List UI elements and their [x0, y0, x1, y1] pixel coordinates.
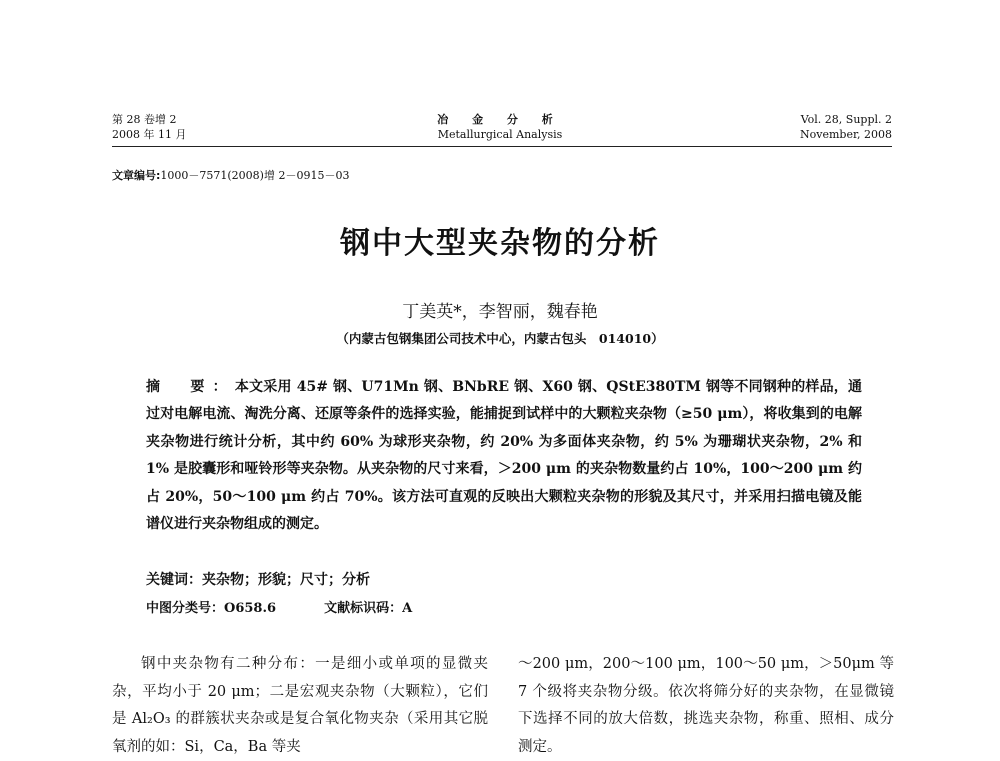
- doc-code-value: A: [402, 601, 413, 616]
- volume-issue-en: Vol. 28, Suppl. 2: [800, 113, 892, 126]
- affiliation: （内蒙古包钢集团公司技术中心，内蒙古包头 014010）: [336, 331, 664, 346]
- journal-name-en: Metallurgical Analysis: [437, 128, 563, 141]
- keywords: [146, 569, 370, 589]
- paper-title: 钢中大型夹杂物的分析: [340, 226, 660, 261]
- publication-date-en: November, 2008: [800, 128, 892, 141]
- body-column-right: [518, 651, 894, 761]
- journal-name-cn: 冶 金 分 析: [437, 113, 563, 126]
- abstract-label: 摘 要：: [146, 379, 235, 395]
- publication-date: 2008 年 11 月: [112, 128, 187, 141]
- volume-issue: 第 28 卷增 2: [112, 113, 177, 126]
- article-number: [112, 167, 349, 183]
- body-column-left: [112, 651, 488, 761]
- clc-label: 中图分类号：: [146, 601, 225, 616]
- authors: 丁美英*，李智丽，魏春艳: [402, 302, 598, 322]
- doc-code-label: 文献标识码：: [324, 601, 403, 616]
- running-header-center: [400, 112, 600, 142]
- keywords-label: 关键词：: [146, 572, 202, 588]
- keywords-text: 夹杂物；形貌；尺寸；分析: [202, 572, 370, 588]
- header-rule: [112, 146, 892, 147]
- abstract: [146, 374, 862, 538]
- running-header-right: [800, 112, 892, 142]
- body-paragraph: 钢中夹杂物有二种分布：一是细小或单项的显微夹杂，平均小于 20 μm；二是宏观夹杂物（大颗粒），它们是 Al₂O₃ 的群簇状夹杂或是复合氧化物夹杂（采用其它脱氧剂的如：Si，Ca，Ba 等夹: [112, 656, 488, 755]
- running-header-left: [112, 112, 186, 142]
- body-paragraph: ～200 μm，200～100 μm，100～50 μm，＞50μm 等 7 个级将夹杂物分级。依次将筛分好的夹杂物，在显微镜下选择不同的放大倍数，挑选夹杂物，称重、照相、成分测定。: [518, 656, 894, 755]
- abstract-text: 本文采用 45# 钢、U71Mn 钢、BNbRE 钢、X60 钢、QStE380TM 钢等不同钢种的样品，通过对电解电流、淘洗分离、还原等条件的选择实验，能捕捉到试样中的大颗粒夹杂物（≥50 μm），将收集到的电解夹杂物进行统计分析，其中约 60% 为球形夹杂物，约 20% 为多面体夹杂物，约 5% 为珊瑚状夹杂物，2% 和 1% 是胶囊形和哑铃形等夹杂物。从夹杂物的尺寸来看，＞200 μm 的夹杂物数量约占 10%，100～200 μm 约占 20%，50～100 μm 约占 70%。该方法可直观的反映出大颗粒夹杂物的形貌及其尺寸，并采用扫描电镜及能谱仪进行夹杂物组成的测定。: [146, 379, 863, 533]
- article-number-value: 1000－7571(2008)增 2－0915－03: [160, 169, 350, 182]
- classification: [146, 597, 412, 616]
- article-number-label: 文章编号:: [112, 169, 161, 182]
- clc-value: O658.6: [224, 601, 277, 616]
